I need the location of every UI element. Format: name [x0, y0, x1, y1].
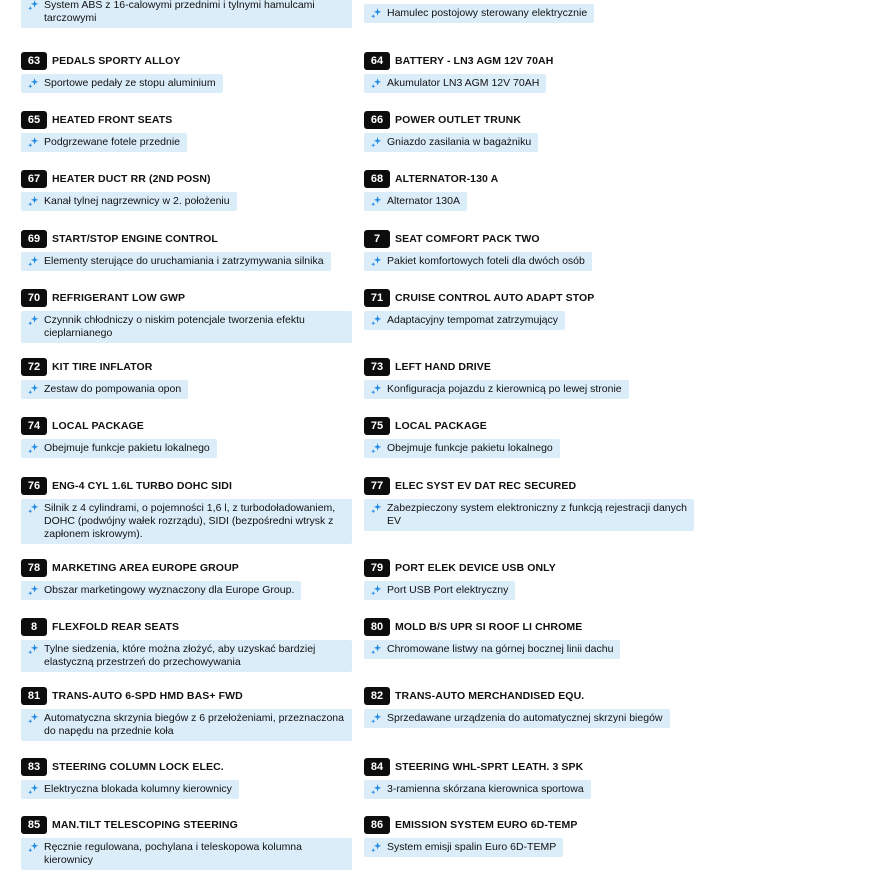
sparkle-icon	[27, 136, 40, 149]
option-code-badge: 68	[364, 170, 390, 188]
option-description-text: Zabezpieczony system elektroniczny z funkcją rejestracji danych EV	[387, 502, 687, 527]
sparkle-icon	[370, 783, 383, 796]
option-code-badge: 86	[364, 816, 390, 834]
equipment-item-72	[21, 358, 188, 401]
sparkle-icon	[370, 643, 383, 656]
equipment-item-continued	[21, 0, 352, 28]
option-description-text: System ABS z 16-calowymi przednimi i tylnymi hamulcami tarczowymi	[44, 0, 315, 24]
equipment-item-81	[21, 687, 352, 741]
sparkle-icon	[27, 195, 40, 208]
equipment-item-header	[21, 477, 352, 495]
option-title: HEATER DUCT RR (2ND POSN)	[52, 173, 211, 185]
option-code-badge: 83	[21, 758, 47, 776]
equipment-item-header	[364, 618, 620, 636]
option-description-text: Chromowane listwy na górnej bocznej linii dachu	[387, 643, 614, 655]
option-code-badge: 77	[364, 477, 390, 495]
sparkle-icon	[27, 77, 40, 90]
option-title: LOCAL PACKAGE	[52, 420, 144, 432]
option-description-box	[21, 581, 301, 600]
option-description-box	[364, 4, 594, 23]
equipment-item-header	[21, 52, 223, 70]
sparkle-icon	[27, 442, 40, 455]
option-description-box	[21, 439, 217, 458]
option-code-badge: 80	[364, 618, 390, 636]
equipment-item-80	[364, 618, 620, 661]
option-code-badge: 79	[364, 559, 390, 577]
sparkle-icon	[370, 7, 383, 20]
option-description-text: Akumulator LN3 AGM 12V 70AH	[387, 77, 540, 89]
option-code-badge: 84	[364, 758, 390, 776]
equipment-item-header	[364, 111, 538, 129]
option-code-badge: 8	[21, 618, 47, 636]
option-description-text: Automatyczna skrzynia biegów z 6 przełożeniami, przeznaczona do napędu na przednie koła	[44, 712, 344, 737]
option-title: ENG-4 CYL 1.6L TURBO DOHC SIDI	[52, 480, 232, 492]
sparkle-icon	[27, 502, 40, 515]
equipment-item-header	[364, 358, 629, 376]
equipment-item-header	[21, 687, 352, 705]
equipment-item-82	[364, 687, 670, 730]
sparkle-icon	[370, 195, 383, 208]
option-code-badge: 72	[21, 358, 47, 376]
equipment-item-header	[21, 559, 301, 577]
option-title: PEDALS SPORTY ALLOY	[52, 55, 181, 67]
option-description-text: Zestaw do pompowania opon	[44, 383, 182, 395]
sparkle-icon	[27, 383, 40, 396]
option-description-box	[364, 74, 546, 93]
sparkle-icon	[370, 442, 383, 455]
option-description-box	[364, 133, 538, 152]
option-title: MOLD B/S UPR SI ROOF LI CHROME	[395, 621, 583, 633]
option-description-text: Sprzedawane urządzenia do automatycznej skrzyni biegów	[387, 712, 663, 724]
option-description-text: Elektryczna blokada kolumny kierownicy	[44, 783, 232, 795]
option-description-box	[21, 838, 352, 870]
option-description-box	[364, 780, 591, 799]
equipment-item-header	[364, 816, 578, 834]
equipment-item-header	[21, 816, 352, 834]
option-description-text: 3-ramienna skórzana kierownica sportowa	[387, 783, 584, 795]
option-description-text: Obejmuje funkcje pakietu lokalnego	[387, 442, 553, 454]
option-description-text: Ręcznie regulowana, pochylana i teleskopowa kolumna kierownicy	[44, 841, 302, 866]
equipment-item-74	[21, 417, 217, 460]
option-description-text: Elementy sterujące do uruchamiania i zatrzymywania silnika	[44, 255, 324, 267]
equipment-item-8	[21, 618, 352, 672]
option-description-box	[21, 640, 352, 672]
option-description-text: Port USB Port elektryczny	[387, 584, 509, 596]
option-title: STEERING WHL-SPRT LEATH. 3 SPK	[395, 761, 584, 773]
option-title: START/STOP ENGINE CONTROL	[52, 233, 218, 245]
equipment-item-65	[21, 111, 187, 154]
option-description-box	[364, 499, 694, 531]
option-code-badge: 81	[21, 687, 47, 705]
option-code-badge: 69	[21, 230, 47, 248]
option-title: HEATED FRONT SEATS	[52, 114, 173, 126]
equipment-item-header	[21, 230, 331, 248]
option-description-text: Obszar marketingowy wyznaczony dla Europe Group.	[44, 584, 295, 596]
equipment-item-header	[364, 230, 592, 248]
option-title: REFRIGERANT LOW GWP	[52, 292, 186, 304]
equipment-item-7	[364, 230, 592, 273]
option-title: MAN.TILT TELESCOPING STEERING	[52, 819, 238, 831]
option-description-text: Hamulec postojowy sterowany elektrycznie	[387, 7, 588, 19]
option-description-box	[21, 252, 331, 271]
sparkle-icon	[27, 712, 40, 725]
option-description-box	[364, 709, 670, 728]
option-description-box	[21, 380, 188, 399]
option-code-badge: 67	[21, 170, 47, 188]
sparkle-icon	[370, 841, 383, 854]
option-description-box	[21, 499, 352, 544]
option-code-badge: 66	[364, 111, 390, 129]
option-title: ELEC SYST EV DAT REC SECURED	[395, 480, 577, 492]
option-description-box	[364, 311, 565, 330]
option-description-text: Tylne siedzenia, które można złożyć, aby uzyskać bardziej elastyczną przestrzeń do przechowywania	[44, 643, 316, 668]
option-description-text: Podgrzewane fotele przednie	[44, 136, 181, 148]
option-description-box	[364, 838, 563, 857]
equipment-item-76	[21, 477, 352, 544]
sparkle-icon	[370, 584, 383, 597]
option-title: FLEXFOLD REAR SEATS	[52, 621, 180, 633]
equipment-item-header	[364, 687, 670, 705]
equipment-item-header	[364, 758, 591, 776]
option-title: BATTERY - LN3 AGM 12V 70AH	[395, 55, 554, 67]
option-title: KIT TIRE INFLATOR	[52, 361, 153, 373]
sparkle-icon	[370, 712, 383, 725]
option-code-badge: 74	[21, 417, 47, 435]
equipment-item-66	[364, 111, 538, 154]
equipment-item-77	[364, 477, 694, 531]
equipment-item-75	[364, 417, 560, 460]
option-title: MARKETING AREA EUROPE GROUP	[52, 562, 239, 574]
option-title: EMISSION SYSTEM EURO 6D-TEMP	[395, 819, 578, 831]
option-description-text: Konfiguracja pojazdu z kierownicą po lewej stronie	[387, 383, 622, 395]
equipment-item-64	[364, 52, 553, 95]
option-code-badge: 85	[21, 816, 47, 834]
option-code-badge: 64	[364, 52, 390, 70]
sparkle-icon	[370, 136, 383, 149]
equipment-item-84	[364, 758, 591, 801]
equipment-item-86	[364, 816, 578, 859]
option-description-text: Adaptacyjny tempomat zatrzymujący	[387, 314, 558, 326]
option-title: STEERING COLUMN LOCK ELEC.	[52, 761, 224, 773]
sparkle-icon	[27, 255, 40, 268]
option-title: SEAT COMFORT PACK TWO	[395, 233, 540, 245]
equipment-item-70	[21, 289, 352, 343]
equipment-item-header	[21, 111, 187, 129]
option-description-text: Gniazdo zasilania w bagażniku	[387, 136, 532, 148]
option-description-box	[364, 252, 592, 271]
option-code-badge: 75	[364, 417, 390, 435]
equipment-item-header	[364, 477, 694, 495]
option-description-box	[21, 74, 223, 93]
option-code-badge: 76	[21, 477, 47, 495]
equipment-item-header	[21, 618, 352, 636]
option-description-box	[21, 0, 352, 28]
equipment-item-63	[21, 52, 223, 95]
equipment-item-78	[21, 559, 301, 602]
equipment-item-68	[364, 170, 498, 213]
sparkle-icon	[27, 841, 40, 854]
option-description-box	[364, 192, 467, 211]
option-title: POWER OUTLET TRUNK	[395, 114, 522, 126]
option-description-box	[21, 192, 237, 211]
option-code-badge: 82	[364, 687, 390, 705]
equipment-item-header	[364, 289, 594, 307]
equipment-item-header	[364, 170, 498, 188]
sparkle-icon	[370, 502, 383, 515]
option-description-box	[364, 640, 620, 659]
option-code-badge: 7	[364, 230, 390, 248]
sparkle-icon	[27, 314, 40, 327]
option-title: TRANS-AUTO MERCHANDISED EQU.	[395, 690, 585, 702]
sparkle-icon	[370, 255, 383, 268]
equipment-item-header	[21, 170, 237, 188]
equipment-item-67	[21, 170, 237, 213]
option-code-badge: 78	[21, 559, 47, 577]
option-description-box	[364, 581, 515, 600]
option-title: ALTERNATOR-130 A	[395, 173, 499, 185]
sparkle-icon	[370, 383, 383, 396]
option-code-badge: 71	[364, 289, 390, 307]
equipment-item-69	[21, 230, 331, 273]
option-code-badge: 73	[364, 358, 390, 376]
equipment-item-header	[21, 358, 188, 376]
option-title: LEFT HAND DRIVE	[395, 361, 491, 373]
option-code-badge: 70	[21, 289, 47, 307]
option-description-box	[21, 709, 352, 741]
option-description-box	[21, 780, 239, 799]
option-description-text: Silnik z 4 cylindrami, o pojemności 1,6 l, z turbodoładowaniem, DOHC (podwójny wałek rozrządu), SIDI (bezpośredni wtrysk z zapłonem iskrowym).	[44, 502, 336, 540]
option-code-badge: 63	[21, 52, 47, 70]
equipment-item-header	[364, 417, 560, 435]
option-title: TRANS-AUTO 6-SPD HMD BAS+ FWD	[52, 690, 243, 702]
equipment-item-79	[364, 559, 556, 602]
option-title: LOCAL PACKAGE	[395, 420, 487, 432]
equipment-item-85	[21, 816, 352, 870]
option-description-box	[364, 380, 629, 399]
option-description-text: System emisji spalin Euro 6D-TEMP	[387, 841, 557, 853]
option-description-box	[364, 439, 560, 458]
equipment-item-header	[364, 559, 556, 577]
equipment-item-83	[21, 758, 239, 801]
option-description-box	[21, 311, 352, 343]
sparkle-icon	[27, 0, 40, 12]
option-code-badge: 65	[21, 111, 47, 129]
option-description-text: Sportowe pedały ze stopu aluminium	[44, 77, 216, 89]
equipment-item-header	[21, 289, 352, 307]
equipment-item-71	[364, 289, 594, 332]
sparkle-icon	[370, 314, 383, 327]
equipment-item-continued	[364, 4, 594, 25]
sparkle-icon	[370, 77, 383, 90]
equipment-item-header	[21, 758, 239, 776]
equipment-item-header	[364, 52, 553, 70]
sparkle-icon	[27, 584, 40, 597]
option-description-text: Alternator 130A	[387, 195, 460, 207]
equipment-item-73	[364, 358, 629, 401]
option-description-text: Czynnik chłodniczy o niskim potencjale tworzenia efektu cieplarnianego	[44, 314, 305, 339]
option-description-text: Obejmuje funkcje pakietu lokalnego	[44, 442, 210, 454]
option-description-text: Pakiet komfortowych foteli dla dwóch osób	[387, 255, 585, 267]
option-title: PORT ELEK DEVICE USB ONLY	[395, 562, 556, 574]
sparkle-icon	[27, 783, 40, 796]
equipment-item-header	[21, 417, 217, 435]
sparkle-icon	[27, 643, 40, 656]
option-description-text: Kanał tylnej nagrzewnicy w 2. położeniu	[44, 195, 230, 207]
option-title: CRUISE CONTROL AUTO ADAPT STOP	[395, 292, 595, 304]
option-description-box	[21, 133, 187, 152]
